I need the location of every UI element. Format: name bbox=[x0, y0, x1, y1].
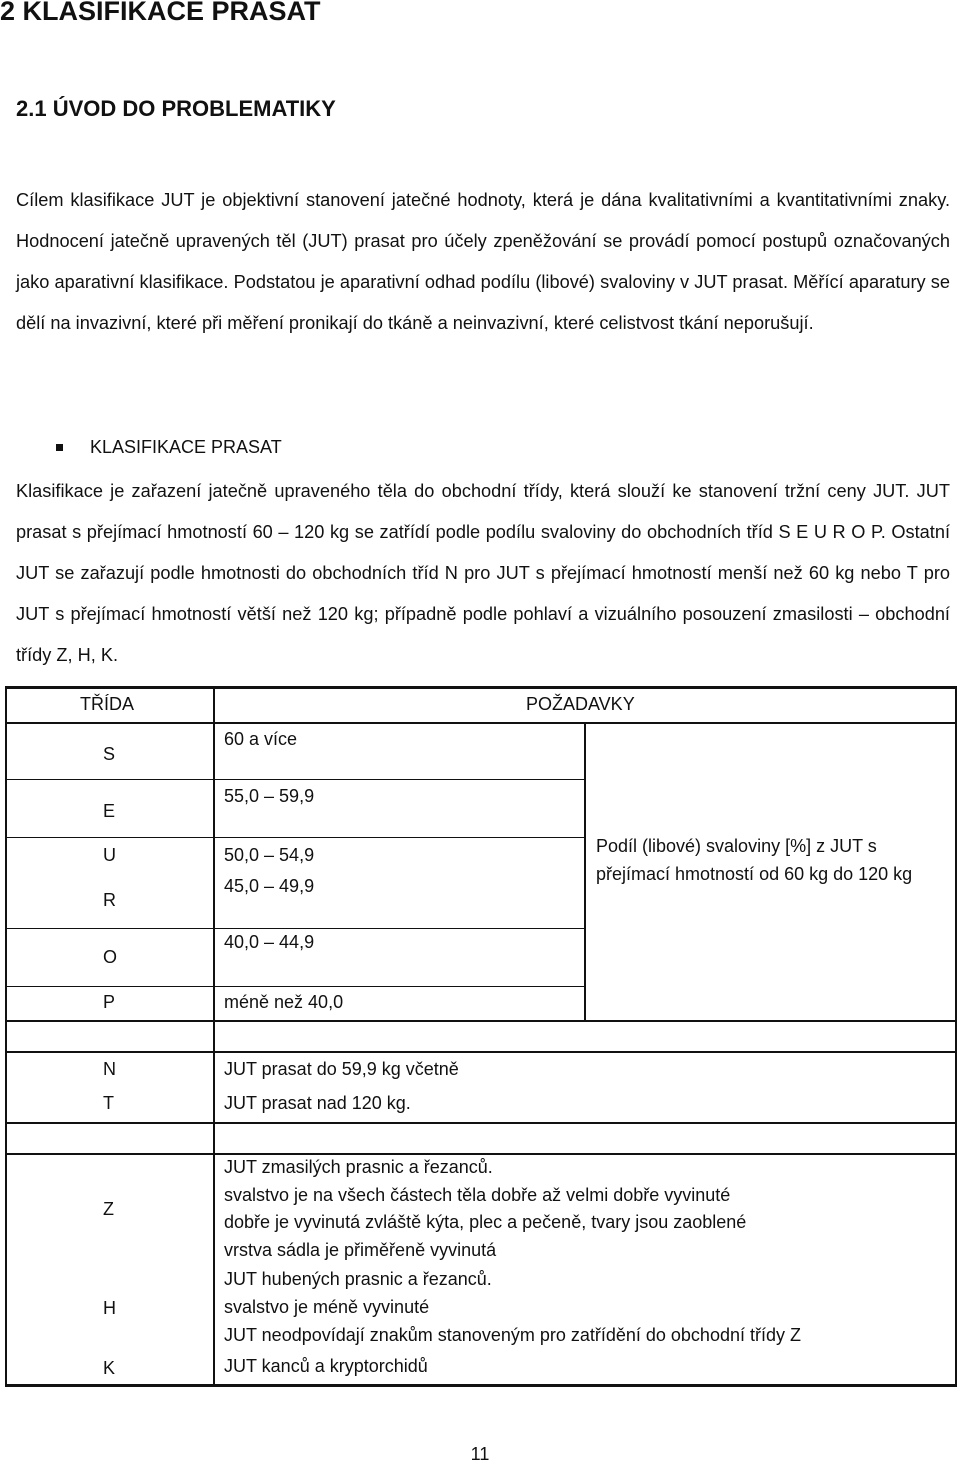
range-value: méně než 40,0 bbox=[224, 992, 344, 1012]
table-header-class: TŘÍDA bbox=[80, 694, 134, 714]
class-letter: P bbox=[103, 992, 116, 1012]
zhk-description-line: dobře je vyvinutá zvláště kýta, plec a pečeně, tvary jsou zaoblené bbox=[224, 1212, 747, 1232]
class-letter: O bbox=[103, 947, 118, 967]
class-letter: T bbox=[103, 1093, 114, 1113]
class-letter: Z bbox=[103, 1199, 114, 1219]
zhk-description-line: vrstva sádla je přiměřeně vyvinutá bbox=[224, 1240, 497, 1260]
range-value: 40,0 – 44,9 bbox=[224, 932, 315, 952]
class-letter: S bbox=[103, 744, 116, 764]
range-value: 45,0 – 49,9 bbox=[224, 876, 315, 896]
zhk-description-line: svalstvo je na všech částech těla dobře až velmi dobře vyvinuté bbox=[224, 1185, 731, 1205]
weight-description: JUT prasat nad 120 kg. bbox=[224, 1093, 411, 1113]
class-letter: K bbox=[103, 1358, 116, 1378]
range-value: 55,0 – 59,9 bbox=[224, 786, 315, 806]
zhk-description-line: JUT hubených prasnic a řezanců. bbox=[224, 1269, 492, 1289]
class-letter: H bbox=[103, 1298, 116, 1318]
bullet-square-icon bbox=[56, 444, 63, 451]
zhk-description-line: svalstvo je méně vyvinuté bbox=[224, 1297, 430, 1317]
seurop-requirement: Podíl (libové) svaloviny [%] z JUT s přejímací hmotností od 60 kg do 120 kg bbox=[596, 836, 913, 884]
zhk-description-line: JUT kanců a kryptorchidů bbox=[224, 1356, 428, 1376]
table-header-requirements: POŽADAVKY bbox=[526, 694, 635, 714]
range-value: 60 a více bbox=[224, 729, 298, 749]
section-heading: 2.1 ÚVOD DO PROBLEMATIKY bbox=[16, 96, 336, 121]
page-number: 11 bbox=[470, 1444, 490, 1464]
classification-paragraph: Klasifikace je zařazení jatečně upraveného těla do obchodní třídy, která slouží ke stanovení tržní ceny JUT. JUT prasat s přejímací hmotností 60 – 120 kg se zatřídí podle podílu svaloviny do obchodních tříd S E U R O P. Ostatní JUT se zařazují podle hmotnosti do obchodních tříd N pro JUT s přejímací hmotností menší než 60 kg nebo T pro JUT s přejímací hmotností větší než 120 kg; případně podle pohlaví a vizuálního posouzení zmasilosti – obchodní třídy Z, H, K. bbox=[16, 481, 950, 665]
zhk-description-line: JUT neodpovídají znakům stanoveným pro zatřídění do obchodní třídy Z bbox=[224, 1325, 801, 1345]
class-letter: R bbox=[103, 890, 116, 910]
chapter-heading: 2 KLASIFIKACE PRASAT bbox=[0, 0, 321, 26]
class-letter: U bbox=[103, 845, 116, 865]
zhk-description-line: JUT zmasilých prasnic a řezanců. bbox=[224, 1157, 493, 1177]
intro-paragraph: Cílem klasifikace JUT je objektivní stanovení jatečné hodnoty, která je dána kvalitativními a kvantitativními znaky. Hodnocení jatečně upravených těl (JUT) prasat pro účely zpeněžování se provádí pomocí postupů označovaných jako aparativní klasifikace. Podstatou je aparativní odhad podílu (libové) svaloviny v JUT prasat. Měřící aparatury se dělí na invazivní, které při měření pronikají do tkáně a neinvazivní, které celistvost tkání neporušují. bbox=[16, 190, 950, 333]
weight-description: JUT prasat do 59,9 kg včetně bbox=[224, 1059, 459, 1079]
class-letter: E bbox=[103, 801, 116, 821]
class-letter: N bbox=[103, 1059, 116, 1079]
range-value: 50,0 – 54,9 bbox=[224, 845, 315, 865]
bullet-heading: KLASIFIKACE PRASAT bbox=[90, 437, 282, 457]
